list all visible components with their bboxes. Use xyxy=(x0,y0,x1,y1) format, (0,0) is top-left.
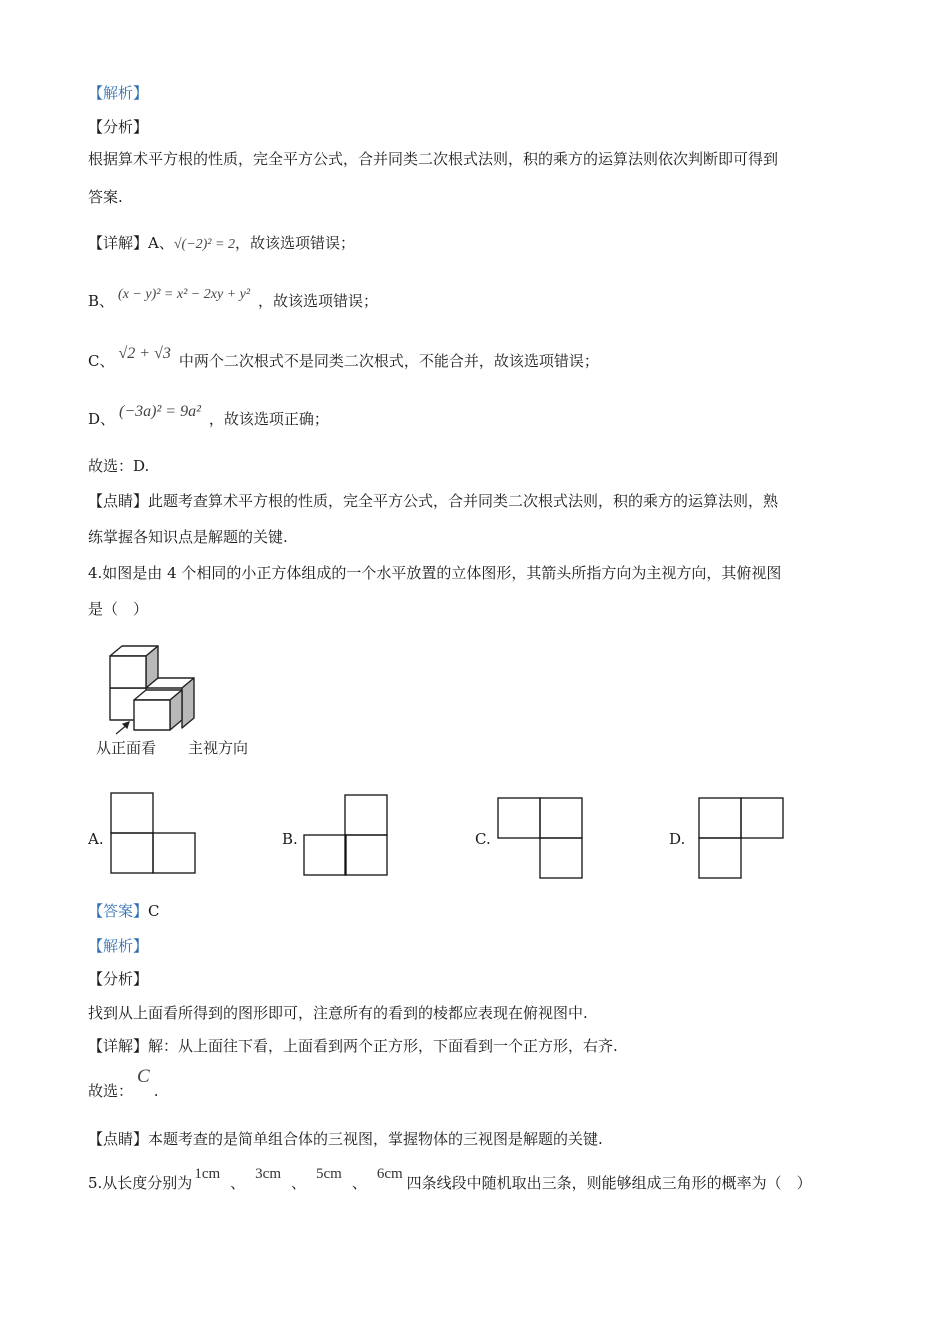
formula-d: (−3a)² = 9a² xyxy=(119,403,201,420)
option-d-label: D. xyxy=(669,830,686,848)
length-1: 1cm xyxy=(194,1166,221,1182)
q4-analysis: 找到从上面看所得到的图形即可，注意所有的看到的棱都应表现在俯视图中. xyxy=(88,1004,588,1022)
choose-letter: C xyxy=(137,1066,150,1087)
option-a-verdict: ，故该选项错误； xyxy=(234,234,355,252)
fenxi-heading: 【分析】 xyxy=(88,118,149,136)
q5-stem-prefix: 5.从长度分别为 xyxy=(88,1174,193,1192)
choose-line: 故选：D. xyxy=(88,457,150,475)
q4-stem-line-1: 4.如图是由 4 个相同的小正方体组成的一个水平放置的立体图形，其箭头所指方向为主视方向，其俯视图 xyxy=(88,564,782,582)
comment-line-2: 练掌握各知识点是解题的关键. xyxy=(88,528,288,546)
q5-stem-suffix: 四条线段中随机取出三条，则能够组成三角形的概率为（ ） xyxy=(406,1174,812,1192)
detail-option-b xyxy=(88,287,379,311)
option-b-verdict: ，故该选项错误； xyxy=(258,292,379,310)
detail-prefix: 【详解】A、 xyxy=(88,234,174,252)
q4-detail: 【详解】解：从上面往下看，上面看到两个正方形，下面看到一个正方形，右齐. xyxy=(88,1037,618,1055)
option-d-verdict: ，故该选项正确； xyxy=(208,410,329,428)
q4-comment: 【点睛】本题考查的是简单组合体的三视图，掌握物体的三视图是解题的关键. xyxy=(88,1130,603,1148)
q4-fenxi-heading: 【分析】 xyxy=(88,970,149,988)
formula-c: √2 + √3 xyxy=(118,345,171,362)
q5-stem xyxy=(88,1166,812,1193)
answer-line xyxy=(88,900,160,921)
separator-3: 、 xyxy=(351,1174,367,1192)
separator-1: 、 xyxy=(230,1174,246,1192)
detail-option-a xyxy=(88,232,355,253)
formula-b: (x − y)² = x² − 2xy + y² xyxy=(118,287,251,302)
option-b-label: B. xyxy=(282,830,298,848)
detail-option-d xyxy=(88,403,329,429)
option-c-figure xyxy=(497,797,585,881)
option-d-figure xyxy=(698,797,786,881)
length-4: 6cm xyxy=(376,1166,403,1182)
separator-2: 、 xyxy=(290,1174,306,1192)
q4-choose xyxy=(88,1066,159,1102)
analysis-line-2: 答案. xyxy=(88,188,123,206)
option-a-label: A. xyxy=(88,830,104,848)
option-b-figure xyxy=(303,794,391,878)
detail-option-c xyxy=(88,345,599,371)
option-b-label: B、 xyxy=(88,292,115,310)
jiexi-heading: 【解析】 xyxy=(88,84,149,102)
q4-jiexi-heading: 【解析】 xyxy=(88,937,149,955)
cube-figure xyxy=(90,640,280,765)
length-3: 5cm xyxy=(316,1166,342,1182)
comment-line-1: 【点睛】此题考查算术平方根的性质，完全平方公式，合并同类二次根式法则，积的乘方的运算法则，熟 xyxy=(88,492,779,510)
answer-heading: 【答案】 xyxy=(88,902,149,920)
choose-suffix: . xyxy=(153,1082,159,1100)
figure-caption-right: 主视方向 xyxy=(188,739,249,757)
option-c-label: C、 xyxy=(88,352,115,370)
option-d-label: D、 xyxy=(88,410,116,428)
figure-caption-left: 从正面看 xyxy=(96,739,157,757)
analysis-line-1: 根据算术平方根的性质，完全平方公式，合并同类二次根式法则，积的乘方的运算法则依次判断即可得到 xyxy=(88,150,779,168)
answer-value: C xyxy=(148,902,160,920)
q4-stem-line-2: 是（ ） xyxy=(88,600,149,618)
option-c-label: C. xyxy=(475,830,491,848)
choose-prefix: 故选： xyxy=(88,1082,134,1100)
option-a-figure xyxy=(110,792,198,876)
option-c-verdict: 中两个二次根式不是同类二次根式，不能合并，故该选项错误； xyxy=(178,352,599,370)
length-2: 3cm xyxy=(255,1166,281,1182)
formula-a: √(−2)² = 2 xyxy=(173,237,235,252)
